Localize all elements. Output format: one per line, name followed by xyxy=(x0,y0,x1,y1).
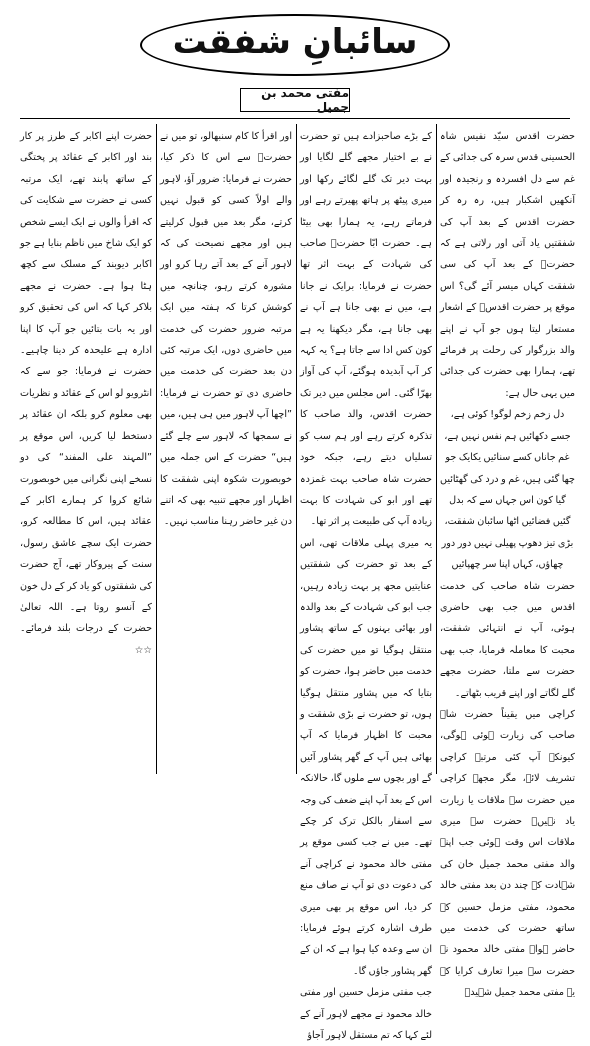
paragraph: یہ میری پہلی ملاقات تھی، اس کے بعد تو حضرت کی شفقتیں عنایتیں مجھ پر بہت زیادہ رہیں، جب ابو کی شہادت کے بعد والدہ اور بھائی بہنوں کے ساتھ پشاور منتقل ہوگیا تو میں حضرت کی خدمت میں حاضر ہوا، حضرت کو بتایا کہ میں پشاور منتقل ہوگیا ہوں، تو حضرت نے بڑی شفقت و محبت کا اظہار فرمایا کہ آپ بھائی ہیں آپ کے گھر پشاور آئیں گے اور بچوں سے ملوں گا، حالانکہ اس کے بعد آپ اپنے ضعف کی وجہ سے اسفار بالکل ترک کر چکے تھے۔ میں نے جب کسی موقع پر مفتی خالد محمود نے کراچی آنے کی دعوت دی تو آپ نے صاف منع کر دیا، اس موقع پر بھی میری طرف اشارہ کرتے ہوئے فرمایا: ان سے وعدہ کیا ہوا ہے کہ ان کے گھر پشاور جاؤں گا۔ xyxy=(300,537,432,977)
paragraph: جب مفتی مزمل حسین اور مفتی خالد محمود نے مجھے لاہور آنے کے لئے کہا کہ تم مستقل لاہور آجاؤ xyxy=(300,987,432,1042)
paragraph: اور اقرأ کا کام سنبھالو، تو میں نے حضرتؒ سے اس کا ذکر کیا، حضرت نے فرمایا: ضرور آؤ، لاہور والے اولاً کسی کو قبول نہیں کرتے، مگر بعد میں قبول کرلیتے ہیں اور مجھے نصیحت کی کہ لاہور آنے کے بعد آتے رہا کرو اور مشورہ کرتے رہو، چنانچہ میں کوشش کرتا کہ ہفتہ میں ایک مرتبہ ضرور حضرت کی خدمت میں حاضری دوں، ایک مرتبہ کئی دن بعد حضرت کی خدمت میں حاضری دی تو حضرت نے فرمایا: ”اچھا آپ لاہور میں ہی ہیں، میں نے سمجھا کہ لاہور سے چلے گئے ہیں“ حضرت کے اس جملہ میں خوبصورت شکوہ اپنی شفقت کا اظہار اور مجھے تنبیہ بھی کہ اتنے دن غیر حاضر رہنا مناسب نہیں۔ xyxy=(160,131,292,528)
column-1 xyxy=(440,126,575,999)
article-title: سائبانِ شفقت xyxy=(172,22,418,62)
byline-box xyxy=(240,88,350,112)
column-4 xyxy=(20,126,152,776)
paragraph: کے بڑے صاحبزادے ہیں تو حضرت نے بے اختیار مجھے گلے لگایا اور بہت دیر تک گلے لگائے رکھا اور میری پیٹھ پر ہاتھ پھیرتے رہے اور فرماتے رہے، یہ ہمارا بھی بیٹا ہے۔ حضرت ابّا حضرتؒ صاحب کی شہادت کے بہت اثر تھا حضرت نے فرمایا: برایک نے جانا ہے، میں نے بھی جانا ہے آپ نے بھی جانا ہے، مگر دیکھنا یہ ہے کون کس ادا سے جاتا ہے؟ یہ کہہ کر آپ آبدیدہ ہوگئے، آپ کی آواز بھرّا گئی۔ اس مجلس میں دیر تک حضرت اقدس، والد صاحب کا تذکرہ کرتے رہے اور ہم سب کو تسلیاں دیتے رہے، جبکہ خود حضرت شاہ صاحب بہت غمزدہ تھے اور ابو کی شہادت کا بہت زیادہ آپ کی طبیعت پر اثر تھا۔ xyxy=(300,131,432,528)
paragraph: حضرت اپنے اکابر کے طرز پر کار بند اور اکابر کے عقائد پر پختگی کے ساتھ پابند تھے، ایک مرتبہ کسی نے حضرت سے شکایت کی کہ اقرأ والوں نے ایک ایسے شخص کو ایک شاخ میں ناظم بنایا ہے جو اکابر دیوبند کے مسلک سے کچھ ہٹا ہوا ہے۔ حضرت نے مجھے بلاکر کہا کہ اس کی تحقیق کرو اور یہ بات بتائیں جو آپ کا اپنا ادارہ ہے علیحدہ کر دینا چاہیے۔ حضرت نے فرمایا: جو سے کہ انٹرویو لو اس کے عقائد و نظریات بھی معلوم کرو بلکہ ان عقائد پر دستخط لیا کریں، اس موقع پر ”المہند علی المفند“ کی دو نسخے اپنی نگرانی میں خوبصورت شائع کروا کر ہمارے اکابر کے عقائد ہیں، اس کا مطالعہ کرو، حضرت ایک سچے عاشق رسول، سنت کے پیروکار تھے، آج حضرت کی شفقتوں کو یاد کر کے دل خون کے آنسو روتا ہے۔ اللہ تعالیٰ حضرت کے درجات بلند فرمائے۔ ☆☆ xyxy=(20,131,152,656)
column-divider xyxy=(436,124,437,774)
column-divider xyxy=(156,124,157,774)
column-2 xyxy=(300,126,432,1042)
paragraph: کراچی میں یقیناً حضرت شاہ صاحب کی زیارت ہوئی ہوگی، کیونکہ آپ کئی مرتبہ کراچی تشریف لائے، مگر مجھے کراچی میں حضرت سے ملاقات یا زیارت یاد نہیں۔ حضرت سے میری ملاقات اس وقت ہوئی جب اپنے والد مفتی محمد جمیل خان کی شہادت کے چند دن بعد مفتی خالد محمود، مفتی مزمل حسین کے ساتھ حضرت کی خدمت میں حاضر ہوا۔ مفتی خالد محمود نے حضرت سے میرا تعارف کرایا کہ یہ مفتی محمد جمیل شہیدؒ xyxy=(440,708,575,999)
paragraph: حضرت شاہ صاحب کی خدمت اقدس میں جب بھی حاضری ہوئی، آپ نے انتہائی شفقت، محبت کا معاملہ فرمایا، جب بھی حضرت سے ملتا، حضرت مجھے گلے لگاتے اور اپنے قریب بٹھاتے۔ xyxy=(440,580,575,699)
poem-verses: دل زخم زخم لوگو! کوئی ہے، جسے دکھائیں ہم نفس نہیں ہے، غم جاناں کسے سنائیں یکایک جو چھا گئی ہیں، غم و درد کی گھٹائیں گیا کون اس جہاں سے کہ بدل گئیں فضائیں اٹھا سائبان شفقت، بڑی تیز دھوپ پھیلی نہیں دور دور چھاؤں، کہاں اپنا سر چھپائیں xyxy=(440,409,575,571)
paragraph: حضرت اقدس سیّد نفیس شاہ الحسینی قدس سرہ کی جدائی کے غم سے دل افسردہ و رنجیدہ اور آنکھیں اشکبار ہیں، رہ رہ کر حضرت اقدس کے بعد آپ کی شفقتیں یاد آتی اور رلاتی ہے کہ حضرتؒ کے بعد آپ کی سی شفقت کہاں میسر آئے گی؟ اس موقع پر حضرت اقدسؒ کے اشعار مستعار لیتا ہوں جو آپ نے اپنے والد بزرگوار کی رحلت پر فرمائے تھے، ہمارا بھی حضرت کی جدائی میں یہی حال ہے: xyxy=(440,131,575,399)
top-rule xyxy=(20,118,570,119)
column-divider xyxy=(296,124,297,774)
author-byline: مفتی محمد بن جمیل xyxy=(261,86,349,114)
title-oval xyxy=(140,14,450,76)
column-3 xyxy=(160,126,292,776)
